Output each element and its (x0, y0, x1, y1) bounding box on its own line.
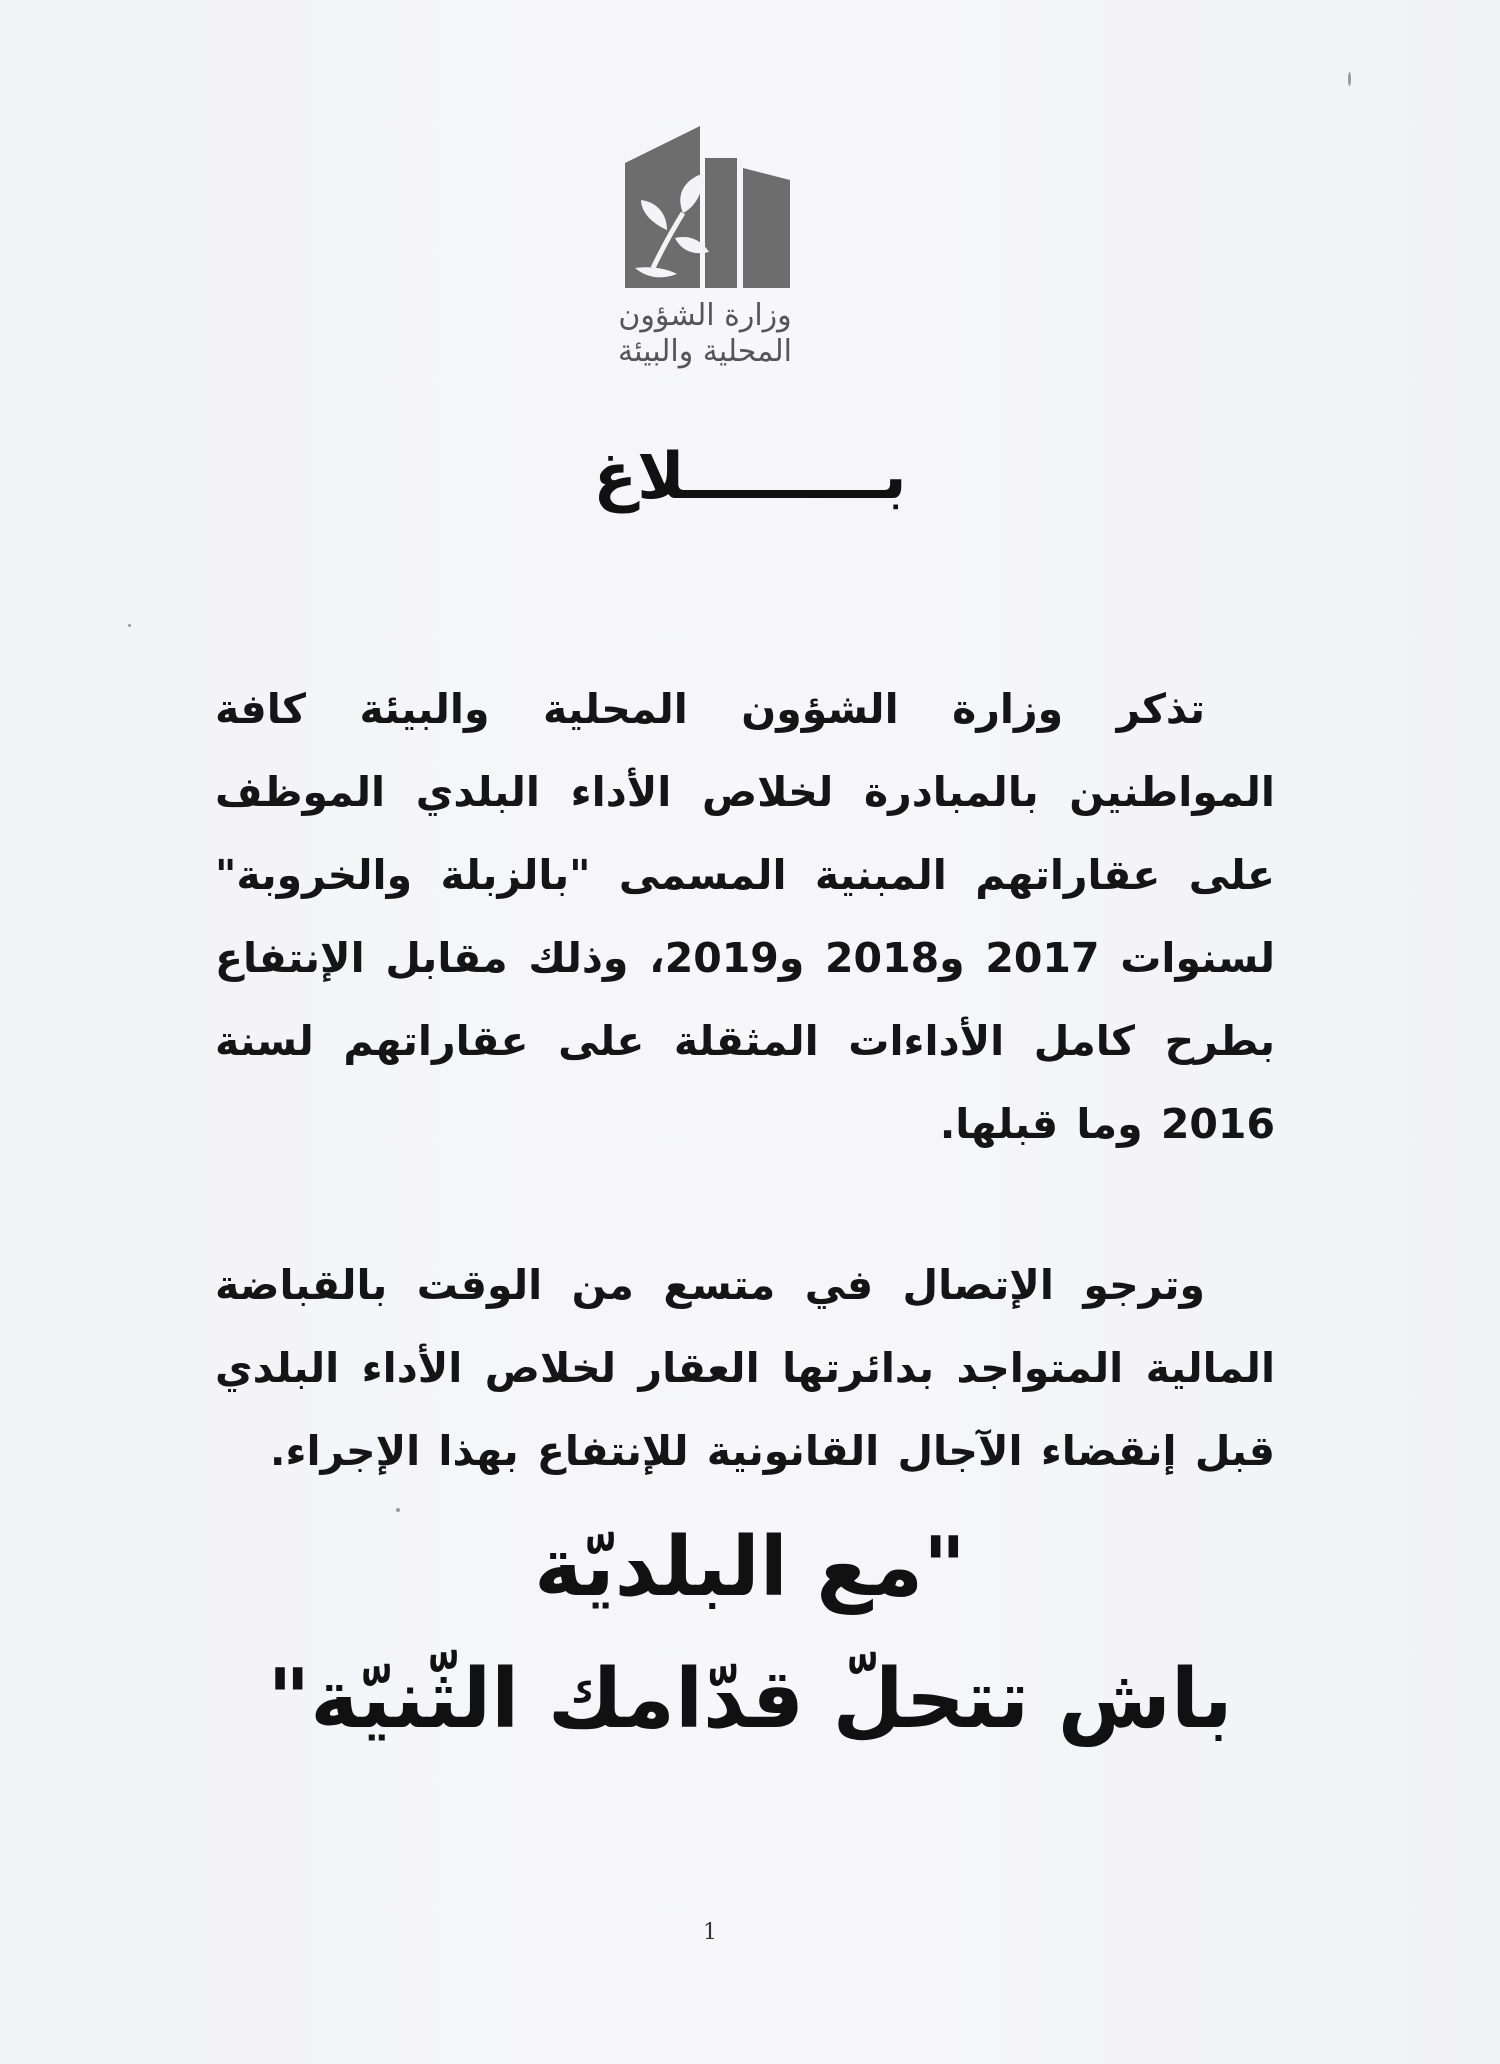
logo-text-line1: وزارة الشؤون (618, 298, 792, 333)
scan-speck (396, 1508, 400, 1512)
notice-paragraph-2-text: وترجو الإتصال في متسع من الوقت بالقباضة المالية المتواجد بدائرتها العقار لخلاص الأداء البلدي قبل إنقضاء الآجال القانونية للإنتفاع بهذا الإجراء. (215, 1261, 1275, 1475)
notice-paragraph-2 (215, 1244, 1275, 1493)
ministry-building-leaf-logo-icon (605, 118, 805, 298)
ministry-logo (570, 118, 840, 388)
scan-speck (1348, 72, 1351, 86)
slogan-line-1: "مع البلديّة (534, 1520, 966, 1615)
notice-paragraph-1-text: تذكر وزارة الشؤون المحلية والبيئة كافة المواطنين بالمبادرة لخلاص الأداء البلدي الموظف على عقاراتهم المبنية المسمى "بالزبلة والخروبة" لسنوات 2017 و2018 و2019، وذلك مقابل الإنتفاع بطرح كامل الأداءات المثقلة على عقاراتهم لسنة 2016 وما قبلها. (215, 685, 1276, 1148)
document-title: بـــــــــلاغ (593, 440, 907, 514)
notice-paragraph-1 (215, 668, 1275, 1166)
logo-text-line2: المحلية والبيئة (618, 334, 792, 369)
slogan-line-2: باش تتحلّ قدّامك الثّنيّة" (267, 1652, 1233, 1747)
page-number: 1 (703, 1920, 717, 1945)
scan-speck (128, 624, 131, 627)
